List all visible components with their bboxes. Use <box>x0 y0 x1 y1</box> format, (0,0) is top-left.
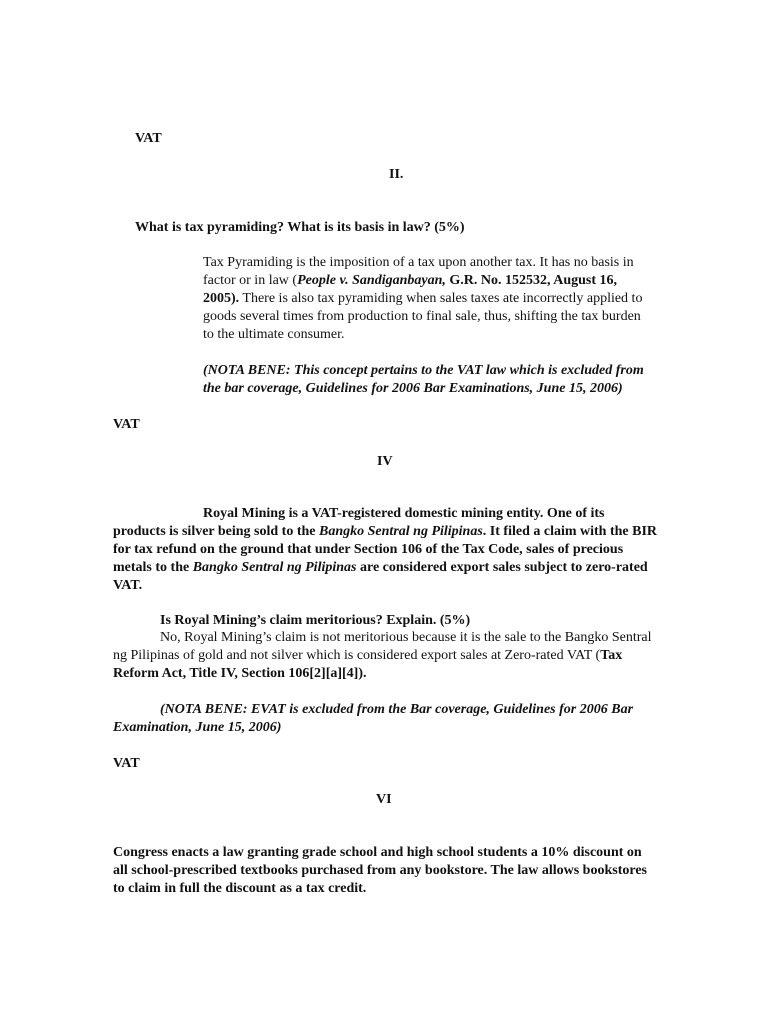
entity-name: Bangko Sentral ng Pilipinas <box>319 524 483 539</box>
sub-question: Is Royal Mining’s claim meritorious? Explain. (5%) <box>160 613 471 628</box>
answer-text: Tax Pyramiding is the imposition of a tax upon another tax. It has no basis in factor or in law ( <box>203 255 634 288</box>
question-text: are considered export sales subject to zero-rated VAT. <box>113 560 648 593</box>
answer-paragraph <box>113 629 659 683</box>
section-label-vat: VAT <box>113 417 140 432</box>
question-text: What is tax pyramiding? What is its basis in law? (5%) <box>135 220 465 235</box>
case-name: People v. Sandiganbayan, <box>297 273 446 288</box>
question-paragraph <box>113 505 657 595</box>
section-numeral: IV <box>377 454 393 469</box>
question-text: Congress enacts a law granting grade school and high school students a 10% discount on all school-prescribed textbooks purchased from any bookstore. The law allows bookstores to claim in full the discount as a tax credit. <box>113 845 647 896</box>
nota-bene: (NOTA BENE: This concept pertains to the VAT law which is excluded from the bar coverage, Guidelines for 2006 Bar Examinations, June 15, 2006) <box>203 363 644 396</box>
nota-bene: (NOTA BENE: EVAT is excluded from the Bar coverage, Guidelines for 2006 Bar Examination, June 15, 2006) <box>113 702 634 735</box>
answer-paragraph <box>203 254 655 344</box>
question-text: Royal Mining is a VAT-registered domestic mining entity. One of its products is silver being sold to the <box>113 506 605 539</box>
question-text: . It filed a claim with the BIR for tax refund on the ground that under Section 106 of the Tax Code, sales of precious metals to the <box>113 524 658 575</box>
answer-text: No, Royal Mining’s claim is not meritorious because it is the sale to the Bangko Sentral ng Pilipinas of gold and not silver which is considered export sales at Zero-rated VAT ( <box>113 630 652 663</box>
section-label-vat: VAT <box>113 756 140 771</box>
section-label-vat: VAT <box>135 131 162 146</box>
section-numeral: II. <box>389 167 404 182</box>
section-numeral: VI <box>376 792 392 807</box>
case-citation: G.R. No. 152532, August 16, 2005). <box>203 273 618 306</box>
legal-citation: Tax Reform Act, Title IV, Section 106[2][a][4]). <box>113 648 623 681</box>
answer-text-continued: There is also tax pyramiding when sales taxes ate incorrectly applied to goods several times from production to final sale, thus, shifting the tax burden to the ultimate consumer. <box>203 291 643 342</box>
entity-name: Bangko Sentral ng Pilipinas <box>192 560 357 575</box>
